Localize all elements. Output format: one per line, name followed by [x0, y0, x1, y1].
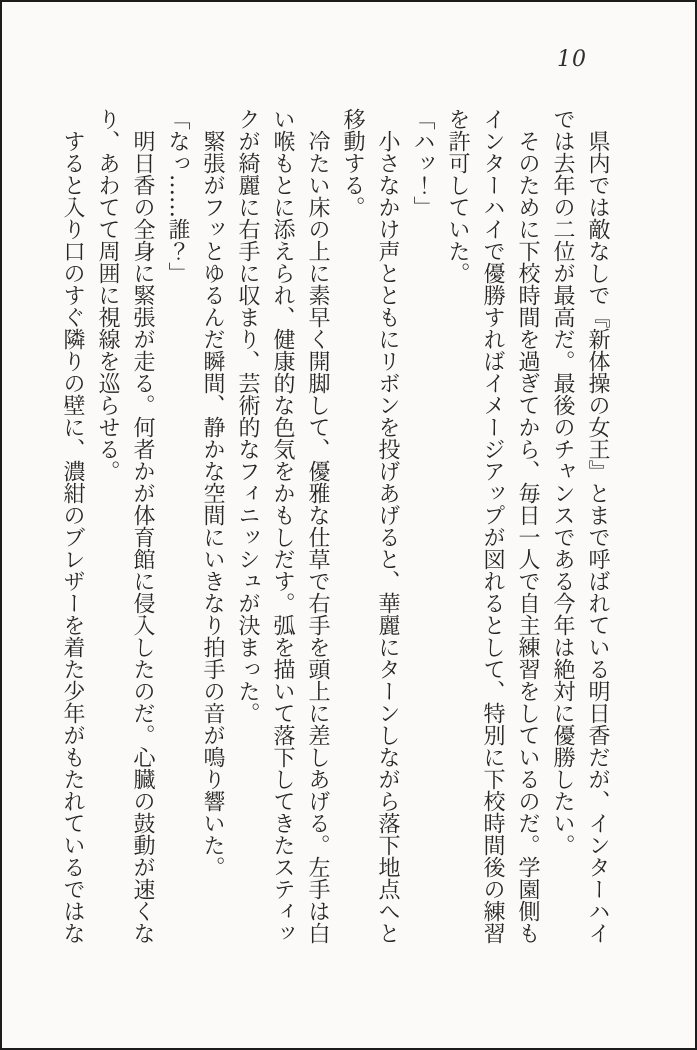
body-text-block [35, 108, 615, 944]
paragraph: 緊張がフッとゆるんだ瞬間、静かな空間にいきなり拍手の音が鳴り響いた。 [200, 130, 225, 878]
page-number: 10 [557, 47, 587, 72]
paragraph: 「なっ……誰？」 [165, 108, 190, 284]
paragraph: 小さなかけ声とともにリボンを投げあげると、華麗にターンしながら落下地点へと移動する。 [340, 108, 400, 944]
paragraph: 冷たい床の上に素早く開脚して、優雅な仕草で右手を頭上に差しあげる。左手は白い喉もとに添えられ、健康的な色気をかもしだす。弧を描いて落下してきたスティックが綺麗に右手に収まり、芸術的なフィニッシュが決まった。 [235, 108, 330, 944]
paragraph: 県内では敵なしで『新体操の女王』とまで呼ばれている明日香だが、インターハイでは去年の二位が最高だ。最後のチャンスである今年は絶対に優勝したい。 [550, 108, 610, 944]
paragraph: 明日香の全身に緊張が走る。何者かが体育館に侵入したのだ。心臓の鼓動が速くなり、あわてて周囲に視線を巡らせる。 [95, 108, 155, 944]
paragraph: 「ハッ！」 [410, 108, 435, 218]
paragraph: そのために下校時間を過ぎてから、毎日一人で自主練習をしているのだ。学園側もインターハイで優勝すればイメージアップが図れるとして、特別に下校時間後の練習を許可していた。 [445, 108, 540, 944]
paragraph: すると入り口のすぐ隣りの壁に、濃紺のブレザーを着た少年がもたれているではな [60, 130, 85, 944]
